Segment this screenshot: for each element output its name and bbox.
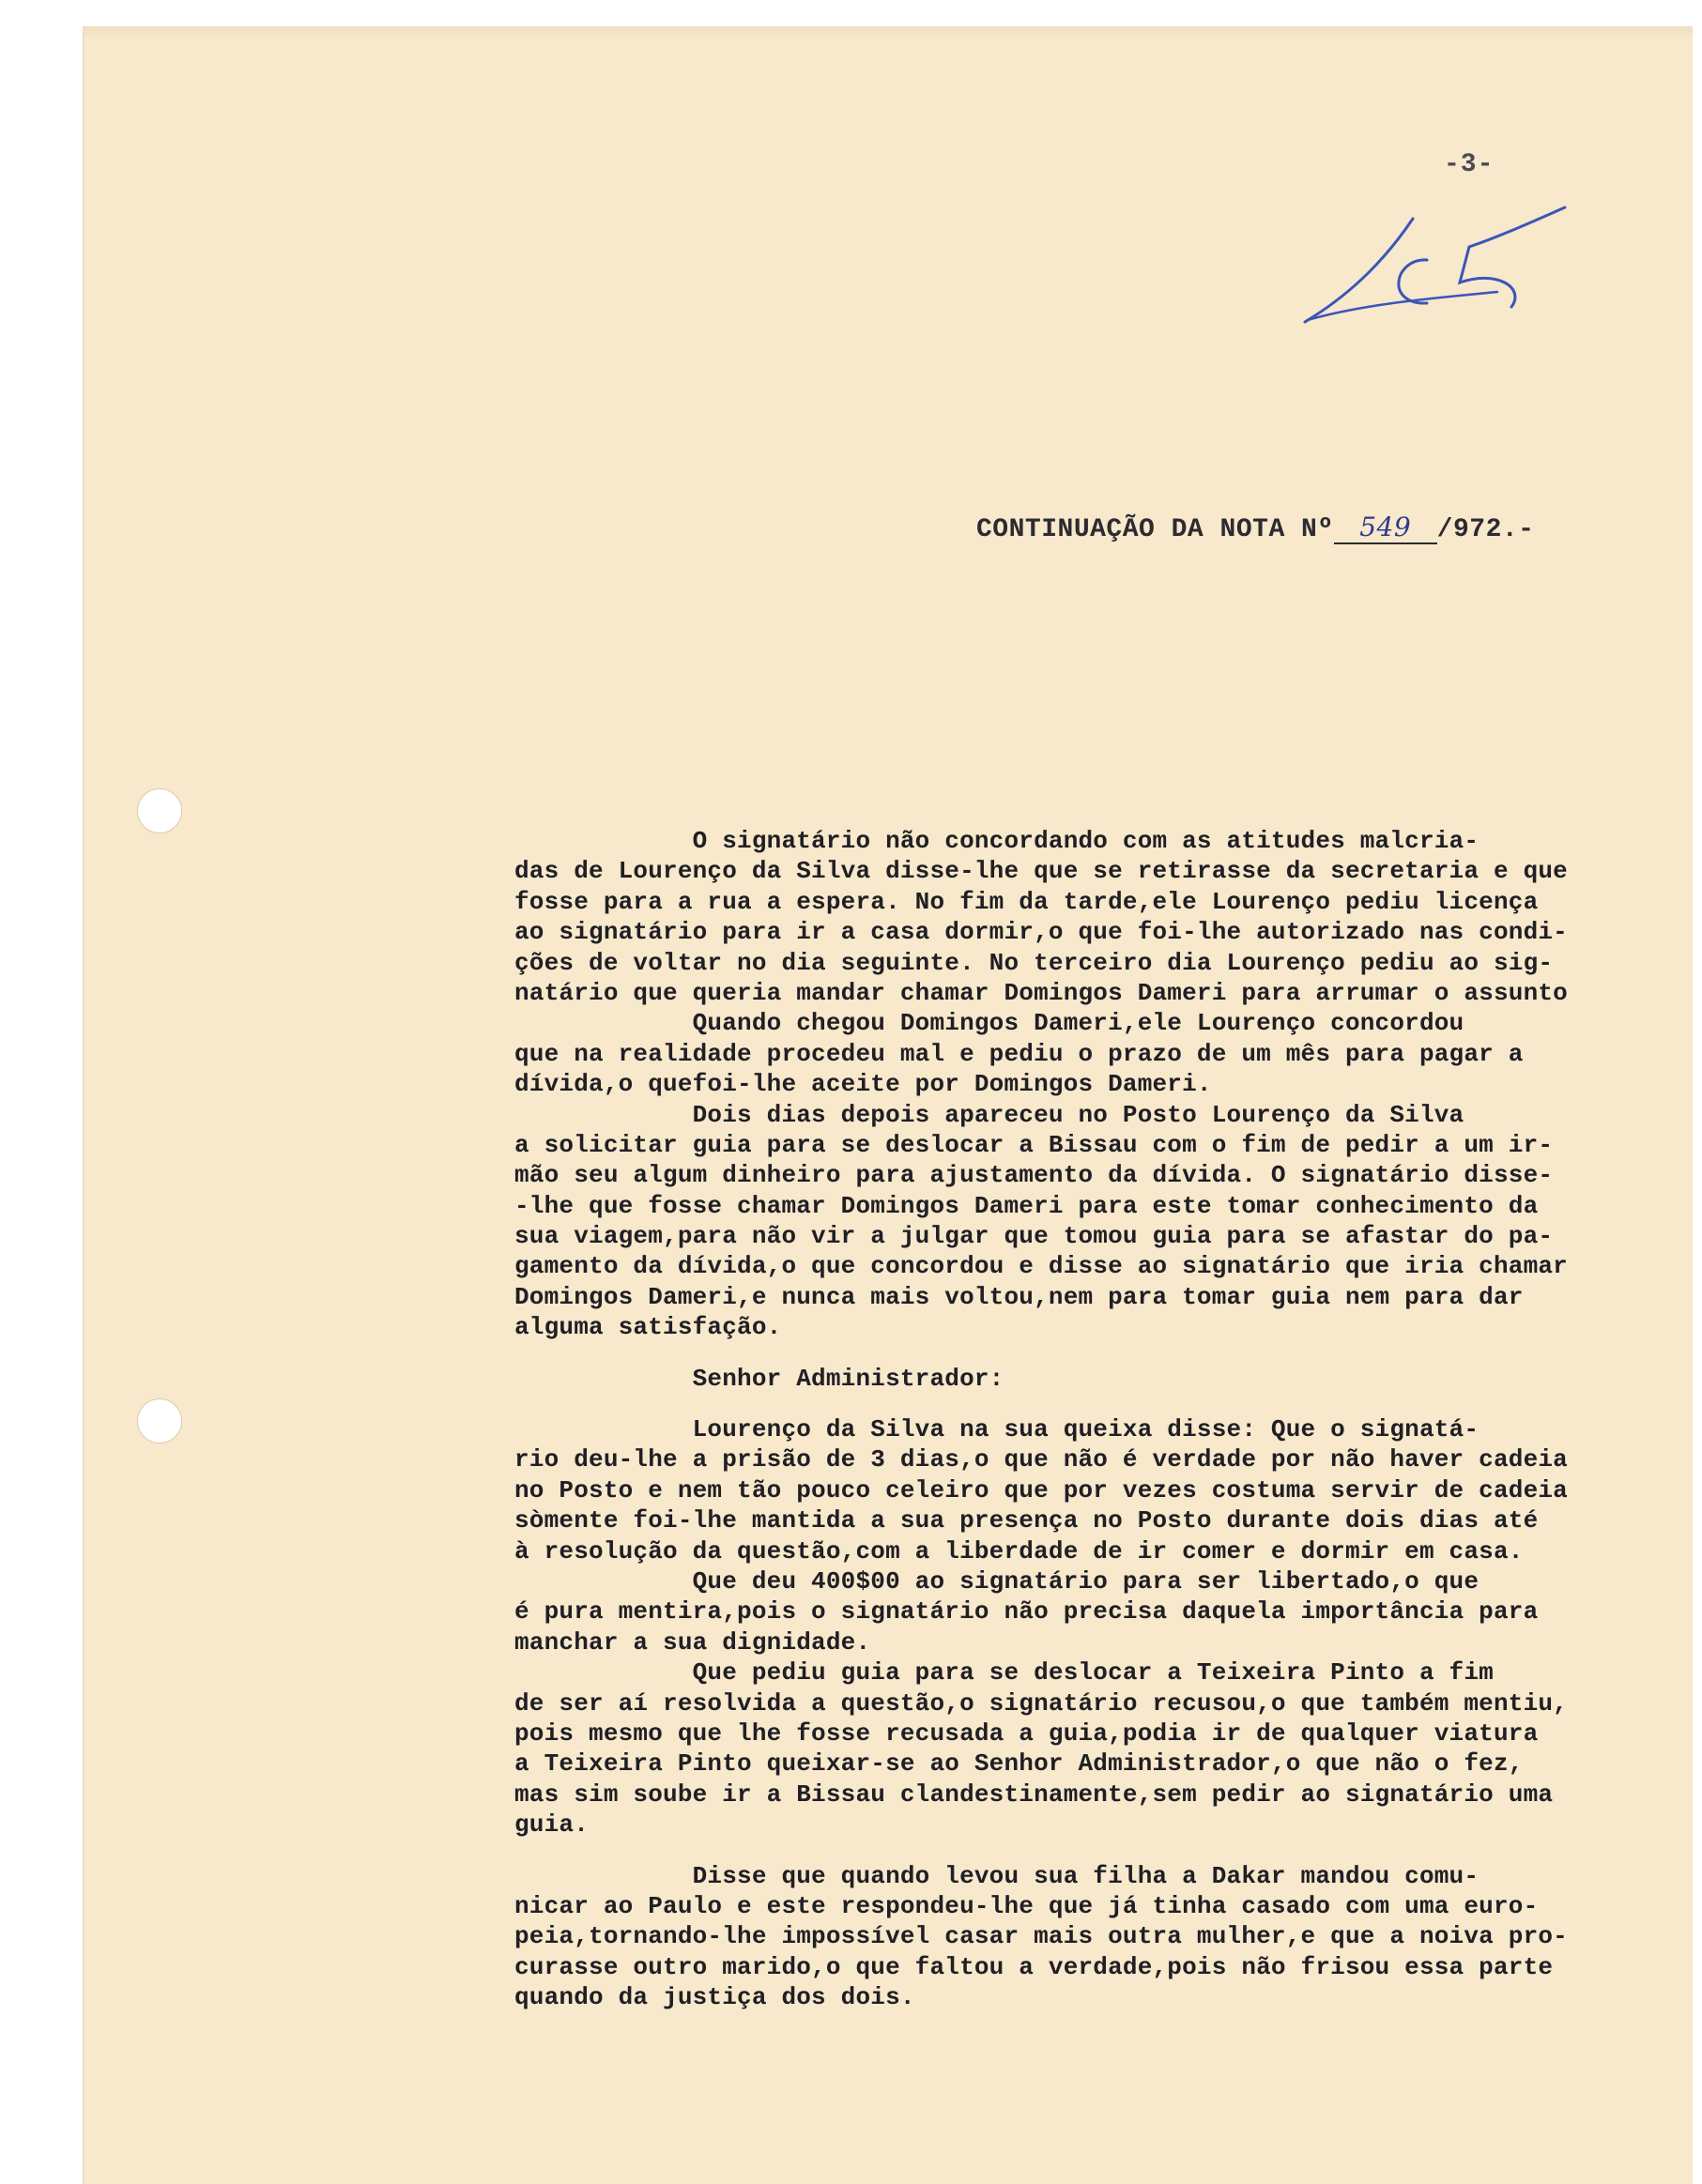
text-line: Dois dias depois apareceu no Posto Lourenço da Silva [514,1100,1464,1129]
text-line: à resolução da questão,com a liberdade de ir comer e dormir em casa. [514,1536,1524,1565]
paragraph-rebuttal [514,1414,1636,1840]
paragraph-dakar [514,1861,1636,2013]
text-line: Quando chegou Domingos Dameri,ele Lourenço concordou [514,1009,1464,1038]
text-line: dívida,o quefoi-lhe aceite por Domingos Dameri. [514,1070,1212,1099]
text-line: Que pediu guia para se deslocar a Teixeira Pinto a fim [514,1658,1494,1688]
text-line: Que deu 400$00 ao signatário para ser libertado,o que [514,1566,1480,1596]
text-line: ções de voltar no dia seguinte. No terceiro dia Lourenço pediu ao sig- [514,948,1554,977]
paragraph-gap [514,1394,1636,1414]
text-line: ao signatário para ir a casa dormir,o que foi-lhe autorizado nas condi- [514,918,1568,947]
handwritten-initials-signature [1300,202,1572,333]
text-line: fosse para a rua a espera. No fim da tarde,ele Lourenço pediu licença [514,887,1539,916]
text-line: sòmente foi-lhe mantida a sua presença no Posto durante dois dias até [514,1506,1539,1535]
punch-hole-bottom [137,1398,182,1443]
text-line: Domingos Dameri,e nunca mais voltou,nem para tomar guia nem para dar [514,1282,1524,1311]
text-line: sua viagem,para não vir a julgar que tomou guia para se afastar do pa- [514,1222,1554,1251]
continuation-header [976,512,1633,544]
paragraph-gap [514,1343,1636,1364]
text-line: a Teixeira Pinto queixar-se ao Senhor Administrador,o que não o fez, [514,1749,1524,1779]
text-line: Lourenço da Silva na sua queixa disse: Que o signatá- [514,1415,1480,1444]
text-line: manchar a sua dignidade. [514,1627,871,1657]
text-line: nicar ao Paulo e este respondeu-lhe que já tinha casado com uma euro- [514,1891,1539,1920]
text-line: das de Lourenço da Silva disse-lhe que se retirasse da secretaria e que [514,857,1568,886]
text-line: quando da justiça dos dois. [514,1983,915,2012]
text-line: Senhor Administrador: [514,1364,1004,1393]
punch-hole-top [137,788,182,833]
text-line: é pura mentira,pois o signatário não precisa daquela importância para [514,1597,1539,1627]
page-fold [84,26,1693,39]
text-line: no Posto e nem tão pouco celeiro que por vezes costuma servir de cadeia [514,1475,1568,1504]
text-line: pois mesmo que lhe fosse recusada a guia,podia ir de qualquer viatura [514,1718,1539,1748]
salutation-administrator [514,1364,1636,1394]
text-line: O signatário não concordando com as atitudes malcria- [514,827,1480,855]
text-line: de ser aí resolvida a questão,o signatário recusou,o que também mentiu, [514,1688,1568,1718]
text-line: curasse outro marido,o que faltou a verdade,pois não frisou essa parte [514,1952,1554,1981]
text-line: alguma satisfação. [514,1313,782,1342]
paragraph-gap [514,1840,1636,1861]
text-line: -lhe que fosse chamar Domingos Dameri para este tomar conhecimento da [514,1191,1539,1220]
text-line: rio deu-lhe a prisão de 3 dias,o que não é verdade por não haver cadeia [514,1445,1568,1474]
text-line: mas sim soube ir a Bissau clandestinamente,sem pedir ao signatário uma [514,1779,1554,1809]
text-line: peia,tornando-lhe impossível casar mais outra mulher,e que a noiva pro- [514,1922,1568,1951]
page-number: -3- [1444,150,1495,179]
letter-body [514,826,1636,2012]
text-line: guia. [514,1810,590,1840]
text-line: a solicitar guia para se deslocar a Bissau com o fim de pedir a um ir- [514,1130,1554,1159]
text-line: que na realidade procedeu mal e pediu o prazo de um mês para pagar a [514,1039,1524,1068]
text-line: mão seu algum dinheiro para ajustamento da dívida. O signatário disse- [514,1161,1554,1190]
note-year: /972.- [1436,515,1535,544]
text-line: gamento da dívida,o que concordou e disse ao signatário que iria chamar [514,1252,1568,1281]
paragraph-complaint-response [514,826,1636,1343]
text-line: natário que queria mandar chamar Domingos Dameri para arrumar o assunto [514,978,1568,1007]
text-line: Disse que quando levou sua filha a Dakar mandou comu- [514,1861,1480,1890]
note-number-handwritten: 549 [1334,512,1437,544]
continuation-label: CONTINUAÇÃO DA NOTA Nº [976,515,1334,544]
